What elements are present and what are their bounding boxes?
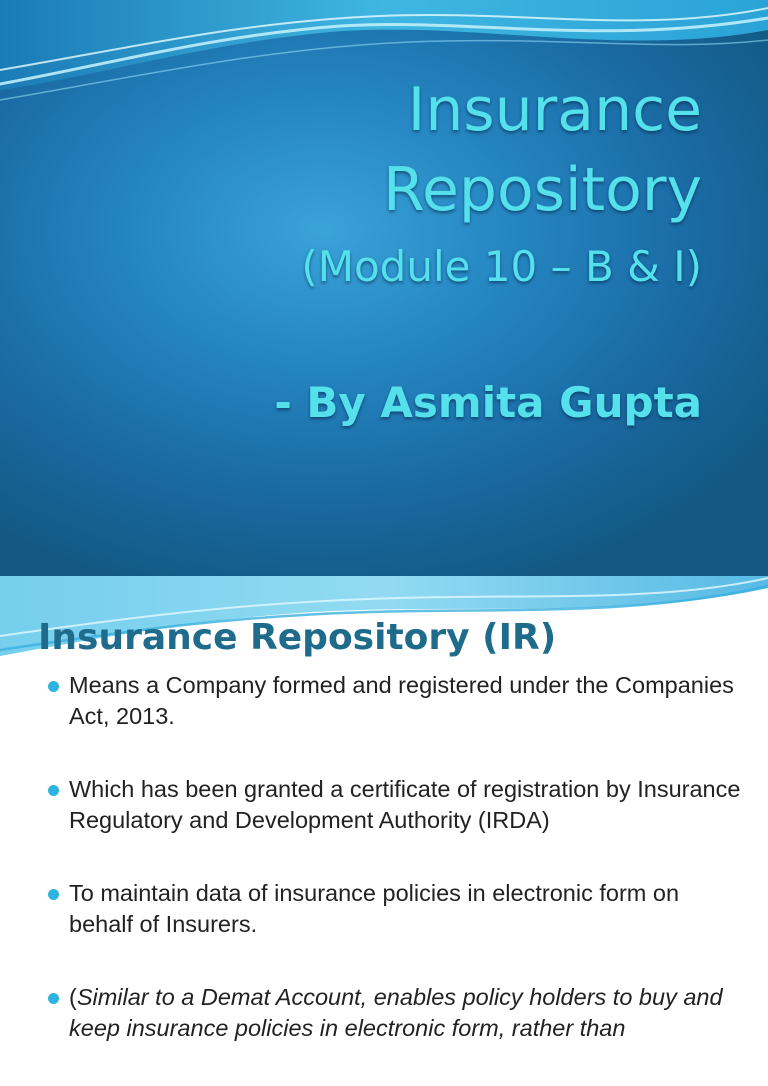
bullet-item	[46, 774, 746, 836]
author-line: - By Asmita Gupta	[274, 378, 702, 427]
bullet-dot-icon	[48, 785, 59, 796]
bullet-item	[46, 670, 746, 732]
bullet-text: Means a Company formed and registered under the Companies Act, 2013.	[69, 672, 734, 729]
bullet-dot-icon	[48, 681, 59, 692]
module-subtitle: (Module 10 – B & I)	[301, 242, 702, 291]
title-line-1: Insurance	[407, 75, 702, 145]
content-slide	[0, 576, 768, 1041]
bullet-list	[46, 670, 746, 1086]
bullet-item	[46, 878, 746, 940]
bullet-item	[46, 982, 746, 1044]
bullet-text: To maintain data of insurance policies in electronic form on behalf of Insurers.	[69, 880, 680, 937]
title-line-2: Repository	[382, 155, 702, 225]
bullet-dot-icon	[48, 993, 59, 1004]
bullet-text: Which has been granted a certificate of registration by Insurance Regulatory and Development Authority (IRDA)	[69, 776, 741, 833]
title-block	[274, 70, 702, 436]
bullet-open-paren: (	[69, 984, 77, 1010]
bullet-dot-icon	[48, 889, 59, 900]
bullet-italic-text: Similar to a Demat Account, enables policy holders to buy and keep insurance policies in electronic form, rather than	[69, 984, 723, 1041]
slide-heading: Insurance Repository (IR)	[38, 617, 557, 658]
